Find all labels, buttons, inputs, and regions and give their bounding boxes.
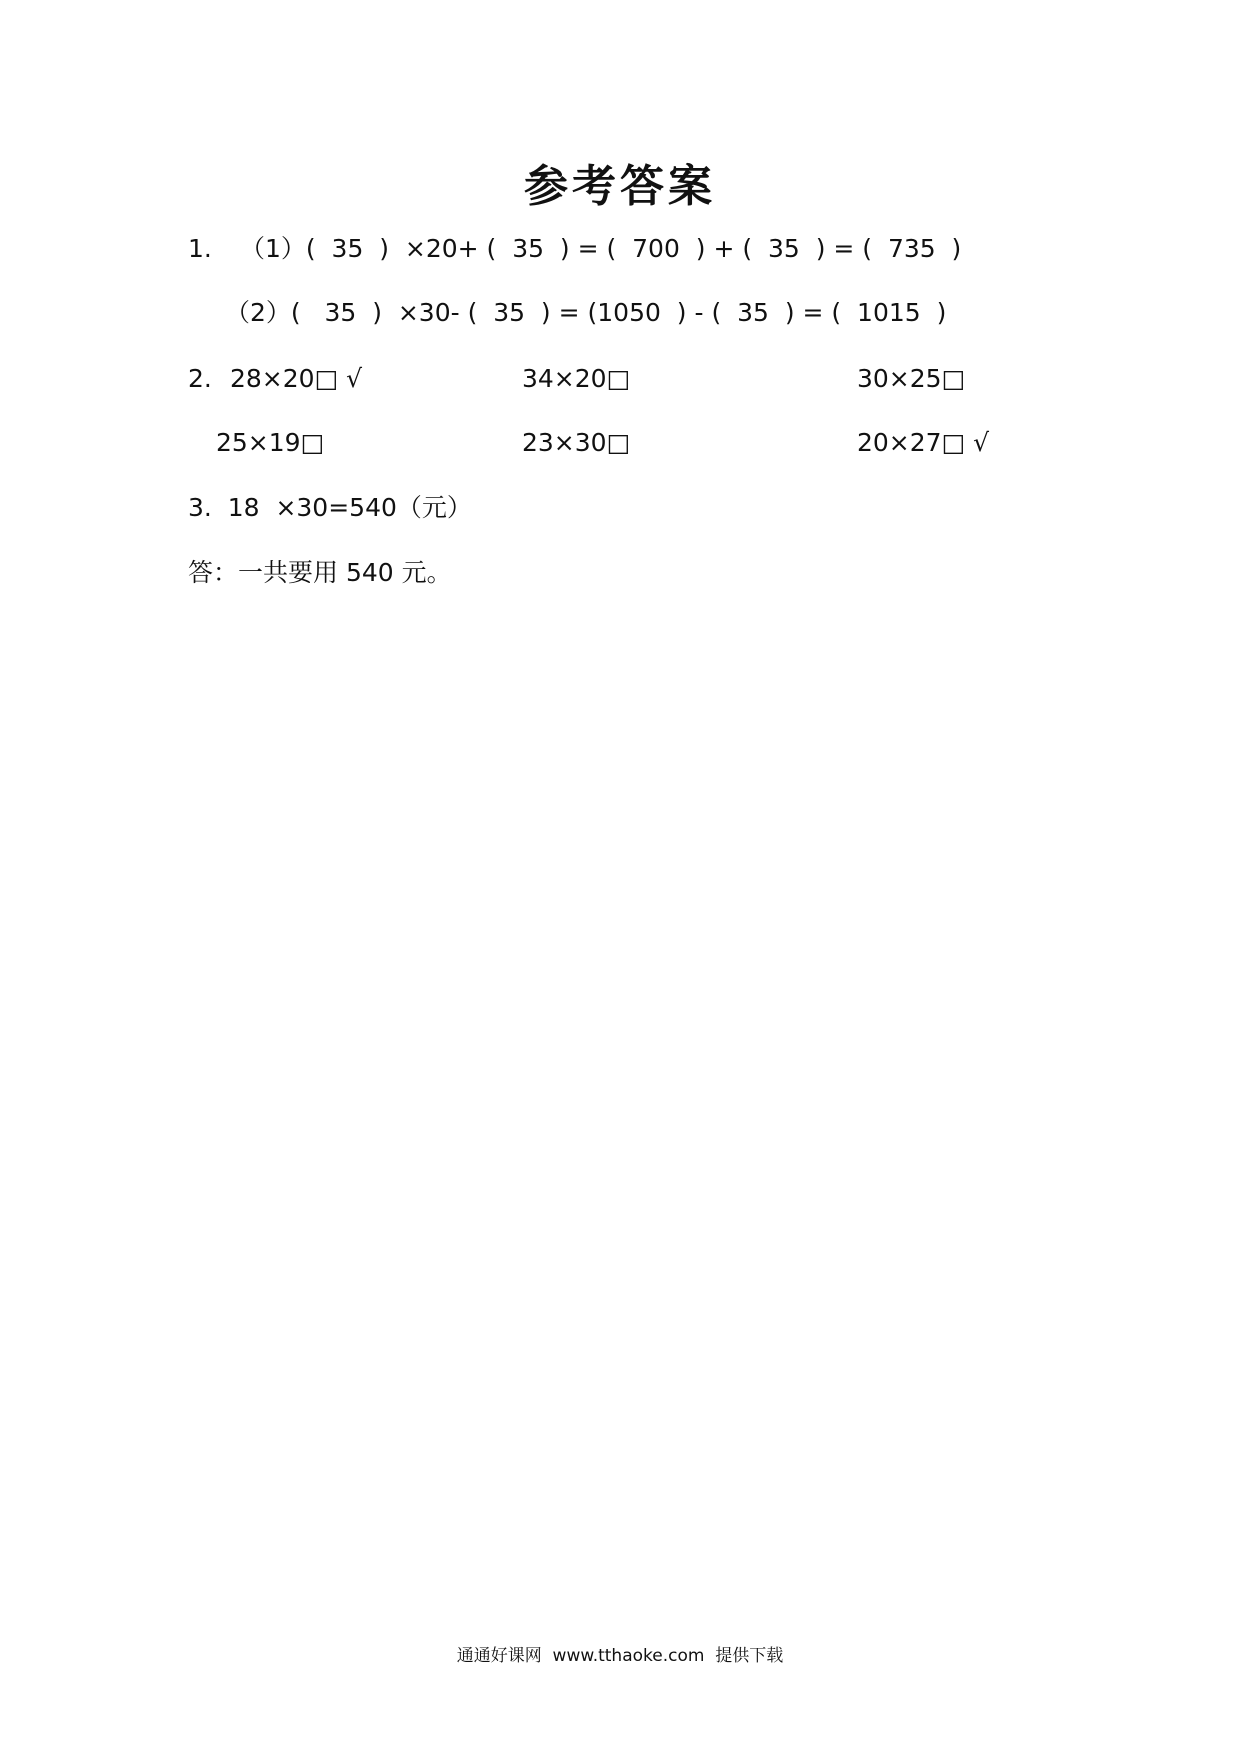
q1-part1: （1）( 35 ) ×20+ ( 35 ) = ( 700 ) + ( 35 ) = ( 735 ) <box>240 234 962 263</box>
q2-item: 23×30□ <box>522 428 631 457</box>
q2-item: 30×25□ <box>857 364 966 393</box>
q3-answer: 答：一共要用 540 元。 <box>188 558 452 587</box>
q1-number: 1. <box>188 234 212 263</box>
q3-equation: 3. 18 ×30=540（元） <box>188 493 472 522</box>
q1-part2: （2）( 35 ) ×30- ( 35 ) = (1050 ) - ( 35 ) = ( 1015 ) <box>225 298 947 327</box>
q2-number: 2. <box>188 364 212 393</box>
footer-source: 通通好课网 www.tthaoke.com 提供下载 <box>456 1646 784 1666</box>
q2-item: 20×27□ √ <box>857 428 990 457</box>
q2-item: 25×19□ <box>216 428 325 457</box>
q2-item: 34×20□ <box>522 364 631 393</box>
q2-item: 28×20□ √ <box>230 364 363 393</box>
page-title: 参考答案 <box>524 161 716 212</box>
